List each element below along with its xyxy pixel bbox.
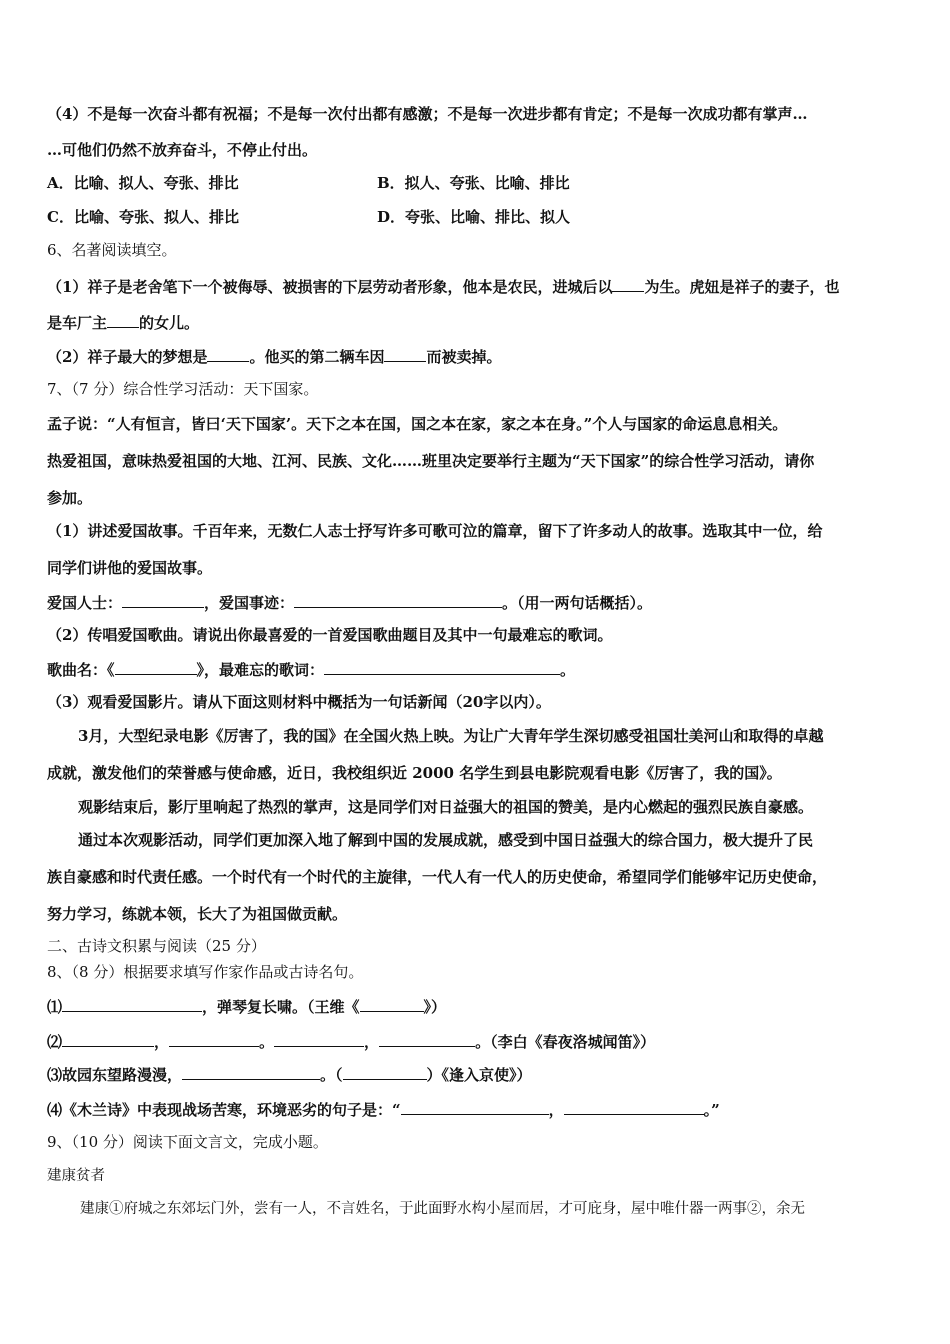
option-c: C．比喻、夸张、拟人、排比 (47, 208, 239, 226)
blank-fill[interactable] (384, 346, 426, 362)
q6-item2-text-c: 而被卖掉。 (426, 348, 502, 366)
q5-options-row1 (47, 173, 910, 193)
option-a: A．比喻、拟人、夸张、排比 (47, 174, 239, 192)
poem-blank[interactable] (360, 996, 424, 1012)
q8-num1: ⑴ (47, 998, 63, 1016)
blank-fill[interactable] (107, 312, 139, 328)
q8-text2-end: 。（李白《春夜洛城闻笛》） (475, 1033, 656, 1051)
poem-blank[interactable] (169, 1031, 259, 1047)
q7-sub2-line: （2）传唱爱国歌曲。请说出你最喜爱的一首爱国歌曲题目及其中一句最难忘的歌词。 (47, 626, 613, 644)
q5-item4-line2: …可他们仍然不放弃奋斗，不停止付出。 (47, 141, 318, 159)
q6-item1-text-b: 为生。虎妞是祥子的妻子，也 (644, 278, 840, 296)
q8-num2: ⑵ (47, 1033, 63, 1051)
q7-title: 7、（7 分）综合性学习活动：天下国家。 (47, 380, 319, 398)
blank-fill[interactable] (207, 346, 249, 362)
song-blank[interactable] (115, 659, 197, 675)
material-line4: 通过本次观影活动，同学们更加深入地了解到中国的发展成就，感受到中国日益强大的综合国力，极大提升了民 (78, 831, 814, 849)
q6-item1-line1 (47, 276, 910, 297)
lyric-label: 》，最难忘的歌词： (196, 661, 325, 679)
q8-line2 (47, 1031, 910, 1052)
q7-intro-line3: 参加。 (47, 489, 93, 507)
q6-item2-text-a: （2）祥子最大的梦想是 (47, 348, 208, 366)
q6-title: 6、名著阅读填空。 (47, 241, 177, 259)
q6-item2 (47, 346, 910, 367)
poem-blank[interactable] (62, 1031, 154, 1047)
q7-intro-line1: 孟子说：“人有恒言，皆曰‘天下国家’。天下之本在国，国之本在家，家之本在身。”个人与国家的命运息息相关。 (47, 415, 788, 433)
passage-title: 建康贫者 (47, 1168, 105, 1184)
q7-intro-line2: 热爱祖国，意味热爱祖国的大地、江河、民族、文化……班里决定要举行主题为“天下国家”的综合性学习活动，请你 (47, 452, 815, 470)
patriot-label: 爱国人士： (47, 594, 123, 612)
deeds-note: 。（用一两句话概括）。 (502, 594, 653, 612)
q8-text3: ⑶故园东望路漫漫， (47, 1066, 183, 1084)
q8-comma: ， (364, 1033, 380, 1051)
q6-item1-text-a: （1）祥子是老舍笔下一个被侮辱、被损害的下层劳动者形象，他本是农民，进城后以 (47, 278, 613, 296)
poem-blank[interactable] (379, 1031, 475, 1047)
q9-title: 9、（10 分）阅读下面文言文，完成小题。 (47, 1133, 328, 1151)
song-label: 歌曲名：《 (47, 661, 115, 679)
q8-text4-end: 。” (703, 1101, 720, 1119)
material-line1: 3月，大型纪录电影《厉害了，我的国》在全国火热上映。为让广大青年学生深切感受祖国壮美河山和取得的卓越 (78, 727, 824, 745)
poem-blank[interactable] (564, 1099, 704, 1115)
q6-item1-text-c: 是车厂主 (47, 314, 108, 332)
option-b: B．拟人、夸张、比喻、排比 (377, 174, 570, 192)
q8-period: 。 (259, 1033, 275, 1051)
poem-blank[interactable] (401, 1099, 549, 1115)
poem-blank[interactable] (274, 1031, 364, 1047)
poem-blank[interactable] (182, 1064, 320, 1080)
section2-title: 二、古诗文积累与阅读（25 分） (47, 937, 266, 955)
q5-options-row2 (47, 207, 910, 227)
passage-line1: 建康①府城之东郊坛门外，尝有一人，不言姓名，于此面野水构小屋而居，才可庇身，屋中唯什器一两事②，余无 (80, 1201, 805, 1217)
author-blank[interactable] (343, 1064, 427, 1080)
q7-sub1-line1: （1）讲述爱国故事。千百年来，无数仁人志士抒写许多可歌可泣的篇章，留下了许多动人的故事。选取其中一位，给 (47, 522, 823, 540)
q6-item1-line2 (47, 312, 910, 333)
q8-text1: ，弹琴复长啸。（王维《 (202, 998, 360, 1016)
deeds-label: ，爱国事迹： (204, 594, 295, 612)
option-d: D．夸张、比喻、排比、拟人 (377, 208, 571, 226)
lyric-end: 。 (560, 661, 576, 679)
material-line3: 观影结束后，影厅里响起了热烈的掌声，这是同学们对日益强大的祖国的赞美，是内心燃起的强烈民族自豪感。 (78, 798, 814, 816)
q7-sub1-line2: 同学们讲他的爱国故事。 (47, 559, 213, 577)
q8-line1 (47, 996, 910, 1017)
q8-text1-end: 》） (423, 998, 447, 1016)
poem-blank[interactable] (62, 996, 202, 1012)
q8-line4 (47, 1099, 910, 1120)
q6-item1-text-d: 的女儿。 (139, 314, 200, 332)
material-line5: 族自豪感和时代责任感。一个时代有一个时代的主旋律，一代人有一代人的历史使命，希望同学们能够牢记历史使命， (47, 868, 828, 886)
material-line6: 努力学习，练就本领，长大了为祖国做贡献。 (47, 905, 348, 923)
q8-text3-end: ）《逢入京使》） (426, 1066, 532, 1084)
deeds-blank[interactable] (294, 592, 502, 608)
lyric-blank[interactable] (324, 659, 560, 675)
material-line2: 成就，激发他们的荣誉感与使命感，近日，我校组织近 2000 名学生到县电影院观看电影《厉害了，我的国》。 (47, 764, 782, 782)
q8-text4: ⑷《木兰诗》中表现战场苦寒，环境恶劣的句子是：“ (47, 1101, 401, 1119)
q8-text3-mid: 。（ (320, 1066, 343, 1084)
patriot-blank[interactable] (122, 592, 204, 608)
q8-comma: ， (154, 1033, 170, 1051)
blank-fill[interactable] (612, 276, 644, 292)
q7-sub1-fill (47, 592, 910, 613)
q8-comma: ， (548, 1101, 564, 1119)
q8-title: 8、（8 分）根据要求填写作家作品或古诗名句。 (47, 963, 364, 981)
q5-item4-line1: （4）不是每一次奋斗都有祝福；不是每一次付出都有感激；不是每一次进步都有肯定；不是每一次成功都有掌声… (47, 105, 808, 123)
q6-item2-text-b: 。他买的第二辆车因 (249, 348, 385, 366)
q7-sub3-line: （3）观看爱国影片。请从下面这则材料中概括为一句话新闻（20字以内）。 (47, 693, 551, 711)
q8-line3 (47, 1064, 910, 1085)
q7-sub2-fill (47, 659, 910, 680)
